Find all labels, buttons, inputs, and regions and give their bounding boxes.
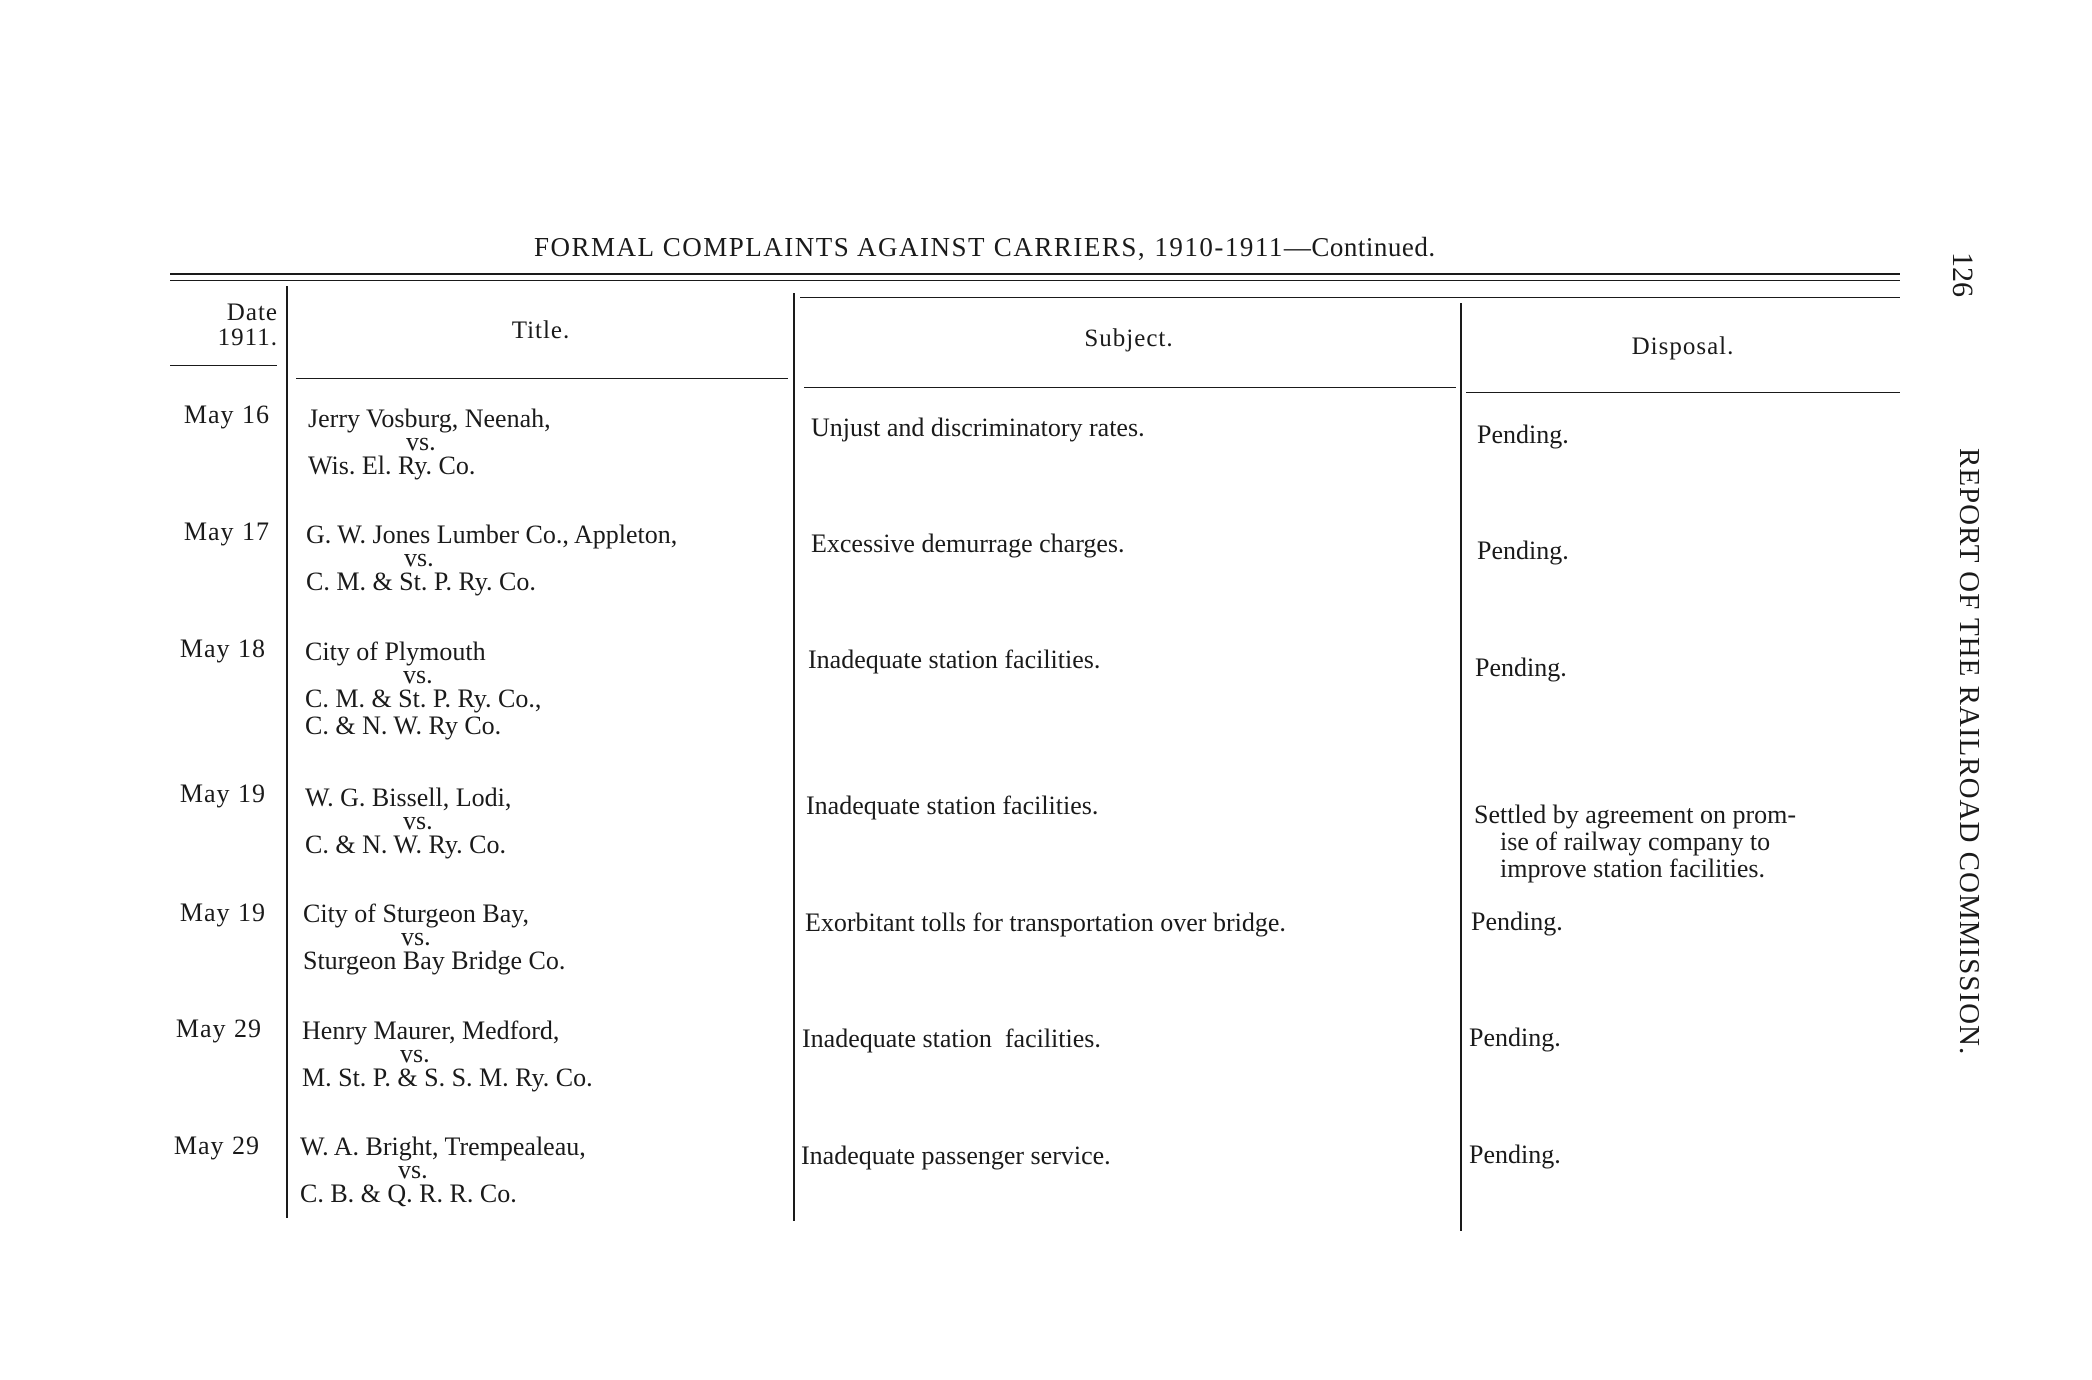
complainant: W. A. Bright, Trempealeau, (300, 1132, 586, 1161)
disposal-word: to (1749, 827, 1771, 856)
complainant: G. W. Jones Lumber Co., Appleton, (306, 520, 678, 549)
disposal-word: ise (1500, 827, 1529, 856)
versus: vs. (400, 1039, 430, 1068)
row-title (306, 521, 677, 595)
versus: vs. (403, 660, 433, 689)
disposal-line-2 (1474, 828, 1902, 855)
row-disposal: Pending. (1471, 907, 1563, 936)
row-disposal: Pending. (1477, 536, 1569, 565)
respondent: M. St. P. & S. S. M. Ry. Co. (302, 1063, 593, 1092)
top-rule-1 (170, 273, 1900, 275)
respondent: C. M. & St. P. Ry. Co. (306, 567, 536, 596)
respondent-secondary: C. & N. W. Ry Co. (305, 711, 502, 740)
complainant: City of Plymouth (305, 637, 486, 666)
disposal-word: Settled (1474, 800, 1547, 829)
respondent: Sturgeon Bay Bridge Co. (303, 946, 566, 975)
versus: vs. (398, 1155, 428, 1184)
row-subject: Unjust and discriminatory rates. (811, 413, 1145, 442)
page-title (534, 232, 1436, 263)
disposal-header-rule (1466, 392, 1900, 393)
header-date-label: Date (226, 299, 278, 326)
versus: vs. (403, 806, 433, 835)
title-header-rule (296, 378, 788, 379)
row-date: May 19 (179, 779, 266, 808)
page-title-continued: —Continued. (1283, 232, 1436, 262)
row-disposal: Pending. (1477, 420, 1569, 449)
disposal-word: on (1699, 800, 1726, 829)
row-date: May 17 (183, 517, 270, 546)
disposal-line-1 (1474, 801, 1902, 828)
complainant: Henry Maurer, Medford, (302, 1016, 560, 1045)
header-disposal: Disposal. (1631, 333, 1735, 360)
row-title (300, 1133, 586, 1207)
disposal-word: agreement (1585, 800, 1694, 829)
disposal-word: company (1648, 827, 1744, 856)
top-rule-2 (170, 280, 1900, 281)
disposal-word: prom- (1732, 800, 1797, 829)
header-date (170, 300, 278, 350)
running-head: REPORT OF THE RAILROAD COMMISSION. (1953, 448, 1985, 1056)
row-title (302, 1017, 593, 1091)
row-title (303, 900, 565, 974)
disposal-word: by (1552, 800, 1579, 829)
row-subject: Inadequate station facilities. (808, 645, 1101, 674)
versus: vs. (401, 922, 431, 951)
versus: vs. (406, 427, 436, 456)
disposal-line-3: improve station facilities. (1500, 854, 1765, 883)
column-rule-date (286, 286, 288, 1218)
row-title (305, 784, 511, 858)
respondent: Wis. El. Ry. Co. (308, 451, 476, 480)
column-rule-subject (1460, 303, 1462, 1231)
column-rule-title (793, 293, 795, 1221)
date-header-rule (170, 365, 277, 366)
respondent: C. M. & St. P. Ry. Co., (305, 684, 542, 713)
row-disposal: Pending. (1469, 1023, 1561, 1052)
row-subject: Inadequate passenger service. (801, 1141, 1111, 1170)
complainant: Jerry Vosburg, Neenah, (308, 404, 551, 433)
respondent: C. B. & Q. R. R. Co. (300, 1179, 517, 1208)
row-disposal (1474, 801, 1902, 882)
row-date: May 29 (175, 1014, 262, 1043)
row-subject: Excessive demurrage charges. (811, 529, 1125, 558)
row-date: May 19 (179, 898, 266, 927)
row-date: May 16 (183, 400, 270, 429)
page-number: 126 (1946, 252, 1979, 297)
header-date-year: 1911. (217, 324, 278, 351)
row-subject: Inadequate station facilities. (806, 791, 1099, 820)
header-subject: Subject. (1084, 325, 1174, 352)
row-date: May 18 (179, 634, 266, 663)
header-title: Title. (511, 317, 571, 344)
subject-header-rule (804, 387, 1456, 388)
row-subject: Exorbitant tolls for transportation over bridge. (805, 908, 1286, 937)
row-title (305, 638, 541, 739)
row-title (308, 405, 551, 479)
complainant: City of Sturgeon Bay, (303, 899, 530, 928)
row-disposal: Pending. (1475, 653, 1567, 682)
disposal-word: of (1535, 827, 1558, 856)
complainant: W. G. Bissell, Lodi, (305, 783, 512, 812)
versus: vs. (404, 543, 434, 572)
disposal-word: railway (1563, 827, 1642, 856)
row-disposal: Pending. (1469, 1140, 1561, 1169)
row-subject: Inadequate station facilities. (802, 1024, 1101, 1053)
respondent: C. & N. W. Ry. Co. (305, 830, 506, 859)
row-date: May 29 (173, 1131, 260, 1160)
page-title-main: FORMAL COMPLAINTS AGAINST CARRIERS, 1910-1911 (534, 232, 1284, 262)
top-rule-3 (800, 297, 1900, 298)
